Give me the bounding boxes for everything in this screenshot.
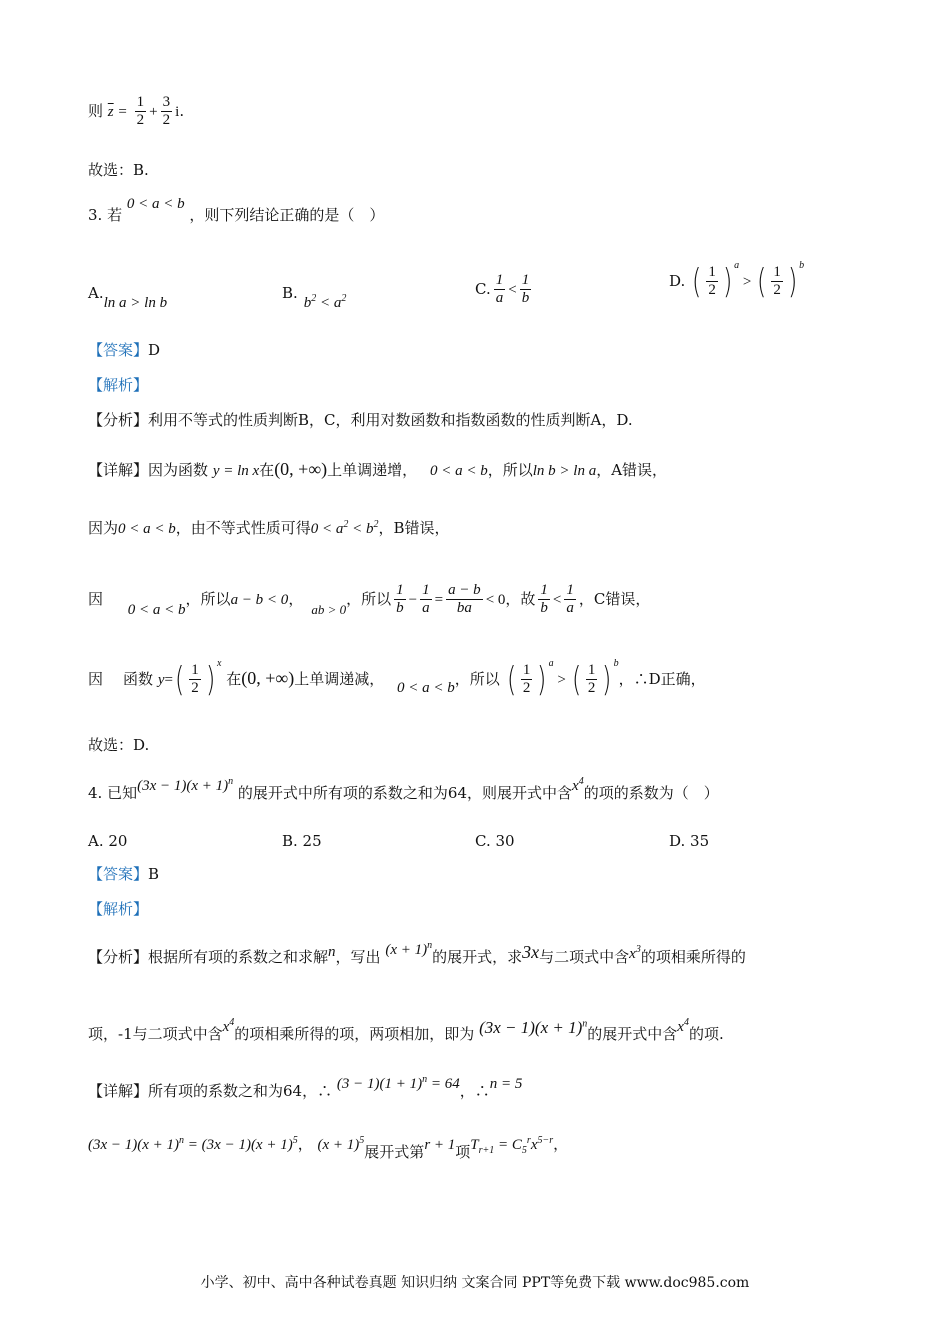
q3-detail-a: 【详解】因为函数 y = ln x在(0, +∞)上单调递增， 0 < a < b，所以ln b > ln a，A错误， xyxy=(88,459,668,479)
q3-conclusion: 故选：D. xyxy=(88,736,150,754)
q3-analysis: 【分析】利用不等式的性质判断B，C，利用对数函数和指数函数的性质判断A，D. xyxy=(88,411,633,429)
question-3: 3. 若 0 < a < b ，则下列结论正确的是（ ） xyxy=(88,196,385,224)
q4-detail-1: 【详解】所有项的系数之和为64，∴ $(3 - 1)(1 + 1)^n = 64$，∴n = 5 xyxy=(88,1074,523,1100)
q4-analysis-1: 【分析】根据所有项的系数之和求解n，写出 $(x + 1)^n$的展开式，求3x与二项式中含$x^3$的项相乘所得的 xyxy=(88,940,746,966)
q4-option-d: D. 35 xyxy=(669,832,710,850)
q4-option-b: B. 25 xyxy=(282,832,322,850)
q4-answer: 【答案】B xyxy=(88,865,160,883)
q4-option-c: C. 30 xyxy=(475,832,515,850)
q3-detail-c: 因 0 < a < b，所以a − b < 0，ab > 0，所以 $\frac{1}{b}$ − $\frac{1}{a}$ = $\frac{a - b}{ba}$ < 0，故 $\frac{1}{b}$ < $\frac{1}{a}$ ，C错误， xyxy=(88,582,651,618)
q3-answer: 【答案】D xyxy=(88,341,161,359)
q4-analysis-2: 项，-1与二项式中含$x^4$的项相乘所得的项，两项相加，即为 $(3x - 1)(x + 1)^n$的展开式中含$x^4$的项. xyxy=(88,1017,724,1043)
q3-detail-d: 因 函数 y= ( $\frac{1}{2}$ ) $^x$ 在(0, +∞)上单调递减， 0 < a < b，所以 ( $\frac{1}{2}$ ) $^a$ > ( $\frac{1}{2}$ ) $^b$，∴D正确， xyxy=(88,657,706,700)
q3-option-b: $B.b^2 < a^2$ xyxy=(282,284,347,311)
q3-option-d: D. ( $\frac{1}{2}$ ) $^a$ > ( $\frac{1}{2}$ ) $^b$ xyxy=(669,259,805,302)
q3-option-a: A.ln a > ln b xyxy=(88,284,168,311)
q4-jiexi-tag: 【解析】 xyxy=(88,900,149,918)
page-footer: 小学、初中、高中各种试卷真题 知识归纳 文案合同 PPT等免费下载 www.doc985.com xyxy=(200,1275,750,1291)
q3-option-c: C. $\frac{1}{a}$ < $\frac{1}{b}$ xyxy=(475,272,530,307)
q4-detail-2: $(3x - 1)(x + 1)^n = (3x - 1)(x + 1)^5$， $(x + 1)^5$展开式第r + 1项$T_{r+1} = C_5^rx^{5-r}$， xyxy=(88,1135,569,1161)
answer-choice-line: 故选：B. xyxy=(88,161,149,179)
conjugate-line: 则 $\overline{z}$ = $\frac{1}{2}$ + $\frac{3}{2}$ i. xyxy=(88,94,185,129)
q3-jiexi-tag: 【解析】 xyxy=(88,376,149,394)
q3-detail-b: 因为0 < a < b，由不等式性质可得$0 < a^2 < b^2$，B错误， xyxy=(88,519,450,537)
q4-option-a: A. 20 xyxy=(88,832,128,850)
question-4: 4. 已知$(3x - 1)(x + 1)^n$ 的展开式中所有项的系数之和为64，则展开式中含$x^4$的项的系数为（ ） xyxy=(88,776,719,802)
